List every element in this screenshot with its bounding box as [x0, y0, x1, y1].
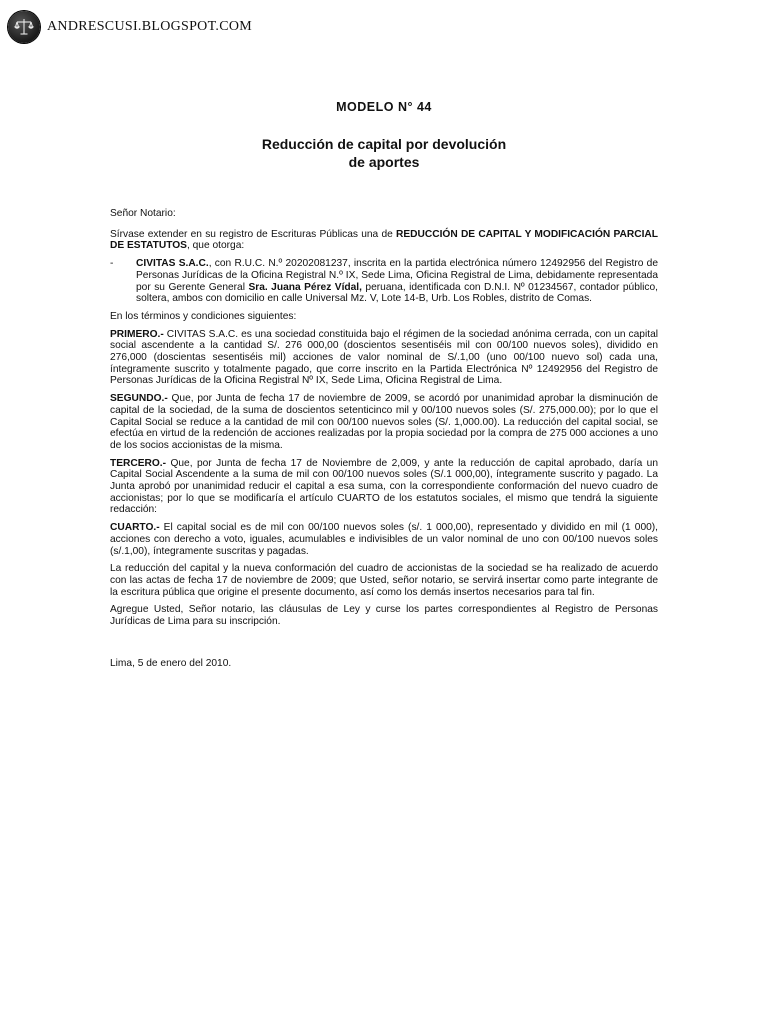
intro-text-post: , que otorga: [186, 240, 245, 252]
grantor-description [136, 258, 658, 305]
clause-primero [110, 329, 658, 388]
greeting: Señor Notario: [110, 208, 176, 219]
document-title-line-2: de aportes [348, 154, 420, 170]
clause-segundo [110, 393, 658, 452]
date-line: Lima, 5 de enero del 2010. [110, 657, 232, 669]
terms-intro: En los términos y condiciones siguientes: [110, 310, 297, 322]
clause-cuarto-label: CUARTO.- [110, 522, 160, 534]
clause-tercero-label: TERCERO.- [110, 457, 167, 469]
representative-details: peruana, identificada con D.N.I. Nº 01234567, contador público, soltera, ambos con domicilio en calle Universal Mz. V, Lote 14-B, Urb. Los Robles, distrito de Comas. [136, 281, 658, 305]
reduction-paragraph: La reducción del capital y la nueva conformación del cuadro de accionistas de la sociedad se ha realizado de acuerdo con las actas de fecha 17 de noviembre de 2009; que Usted, señor notario, se servirá insertar como parte integrante de la escritura pública que origine el presente documento, así como los demás insertos necesarios para tal fin. [110, 563, 658, 598]
grantor-list-item [110, 258, 658, 305]
intro-paragraph [110, 229, 658, 252]
clause-segundo-label: SEGUNDO.- [110, 393, 168, 405]
intro-deed-type: REDUCCIÓN DE CAPITAL Y MODIFICACIÓN PARCIAL DE ESTATUTOS [110, 228, 658, 252]
clause-primero-text: CIVITAS S.A.C. es una sociedad constituida bajo el régimen de la sociedad anónima cerrada, con un capital social ascendente a la cantidad S/. 276 000,00 (doscientos sesentiséis mil con 00/100 nuevos soles), dividido en 276,000 (doscientas sesentiséis mil) acciones de valor nominal de S/.1,00 (uno 00/100 nuevo sol) cada una, íntegramente suscrito y totalmente pagado, que corre inscrito en la Partida Electrónica Nº 12492956 del Registro de Personas Jurídicas de la Oficina Registral Nº IX, Sede Lima, Oficina Registral de Lima. [110, 328, 658, 387]
scales-glyph [13, 16, 35, 38]
site-header [8, 10, 252, 44]
company-name: CIVITAS S.A.C. [136, 258, 209, 270]
model-number: MODELO N° 44 [336, 100, 432, 114]
clause-segundo-text: Que, por Junta de fecha 17 de noviembre de 2009, se acordó por unanimidad aprobar la disminución de capital de la sociedad, de la suma de doscientos setenticinco mil y 00/100 nuevos soles (S/. 275,000.00); por lo que el Capital Social se reduce a la cantidad de mil con 00/100 nuevos soles (S/. 1,000.00). La reducción del capital social, se efectúa en virtud de la redención de acciones realizadas por la propia sociedad por la compra de 275 000 acciones a uno de los socios accionistas de la misma. [110, 393, 658, 451]
company-details: , con R.U.C. N.º 20202081237, inscrita en la partida electrónica número 12492956 del Registro de Personas Jurídicas de la Oficina Registral N.º IX, Sede Lima, Oficina Registral de Lima, debidamente representada por su Gerente General [136, 258, 658, 293]
document-title [0, 135, 768, 171]
clause-cuarto-text: El capital social es de mil con 00/100 nuevos soles (s/. 1 000,00), representado y dividido en mil (1 000), acciones con derecho a voto, iguales, acumulables e indivisibles de un valor nominal de uno con 00/100 nuevos soles (s/.1,00), íntegramente suscritas y pagadas. [110, 522, 658, 557]
clause-primero-label: PRIMERO.- [110, 328, 164, 340]
list-dash: - [110, 258, 114, 270]
site-title[interactable]: ANDRESCUSI.BLOGSPOT.COM [47, 19, 253, 34]
closing-paragraph: Agregue Usted, Señor notario, las cláusulas de Ley y curse los partes correspondientes al Registro de Personas Jurídicas de Lima para su inscripción. [110, 604, 658, 628]
clause-cuarto [110, 522, 658, 557]
document-body [110, 208, 658, 676]
intro-text-pre: Sírvase extender en su registro de Escrituras Públicas una de [110, 228, 397, 240]
representative-name: Sra. Juana Pérez Vídal, [248, 281, 362, 293]
document-title-line-1: Reducción de capital por devolución [261, 136, 507, 152]
scales-of-justice-icon[interactable] [8, 11, 40, 43]
clause-tercero [110, 458, 658, 517]
clause-tercero-text: Que, por Junta de fecha 17 de Noviembre de 2,009, y ante la reducción de capital aprobado, daría un Capital Social Ascendente a la suma de mil con 00/100 nuevos soles (S/.1 000,00), íntegramente suscrito y pagado. La Junta aprobó por unanimidad reducir el capital a esa suma, con la correspondiente conformación del nuevo cuadro de accionistas; por lo que se modificaría el artículo CUARTO de los estatutos sociales, el mismo que tendrá la siguiente redacción: [110, 457, 658, 516]
